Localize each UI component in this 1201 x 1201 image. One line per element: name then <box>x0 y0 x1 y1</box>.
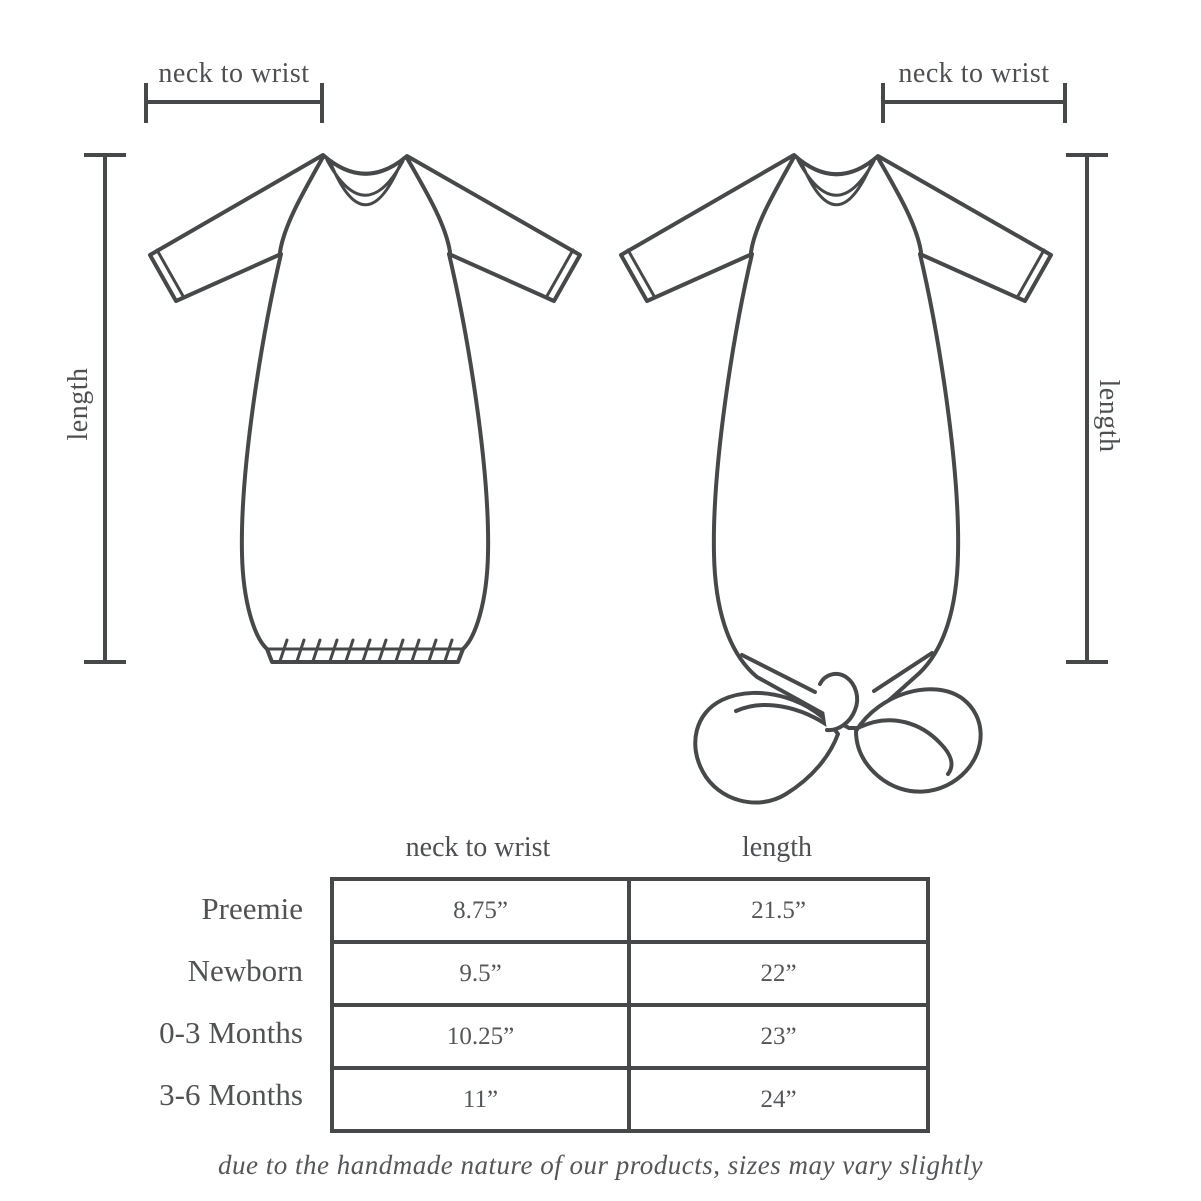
table-row <box>332 942 928 1005</box>
left-length-label: length <box>63 367 94 441</box>
row-label-preemie: Preemie <box>201 891 303 926</box>
right-length-label: length <box>1093 379 1124 453</box>
plain-gown-drawing <box>150 155 580 662</box>
knotted-gown-outline <box>621 155 1051 728</box>
cell-newborn-length: 22” <box>629 942 928 1005</box>
row-label-3-6-months: 3-6 Months <box>159 1077 303 1112</box>
knotted-gown-drawing <box>621 155 1051 803</box>
table-header-neck-to-wrist: neck to wrist <box>405 832 551 863</box>
cell-preemie-neck-to-wrist: 8.75” <box>332 879 629 942</box>
table-row <box>332 879 928 942</box>
handmade-disclaimer: due to the handmade nature of our products, sizes may vary slightly <box>218 1150 983 1180</box>
table-header-length: length <box>742 832 812 863</box>
cell-0-3-months-length: 23” <box>629 1005 928 1068</box>
size-table <box>330 877 930 1133</box>
left-neck-to-wrist-label: neck to wrist <box>158 58 310 89</box>
plain-gown-outline <box>150 155 580 662</box>
row-label-newborn: Newborn <box>187 953 303 988</box>
cell-3-6-months-length: 24” <box>629 1068 928 1131</box>
right-neck-to-wrist-label: neck to wrist <box>898 58 1050 89</box>
cell-preemie-length: 21.5” <box>629 879 928 942</box>
cell-newborn-neck-to-wrist: 9.5” <box>332 942 629 1005</box>
cell-3-6-months-neck-to-wrist: 11” <box>332 1068 629 1131</box>
row-label-0-3-months: 0-3 Months <box>159 1015 303 1050</box>
table-row <box>332 1005 928 1068</box>
table-row <box>332 1068 928 1131</box>
cell-0-3-months-neck-to-wrist: 10.25” <box>332 1005 629 1068</box>
